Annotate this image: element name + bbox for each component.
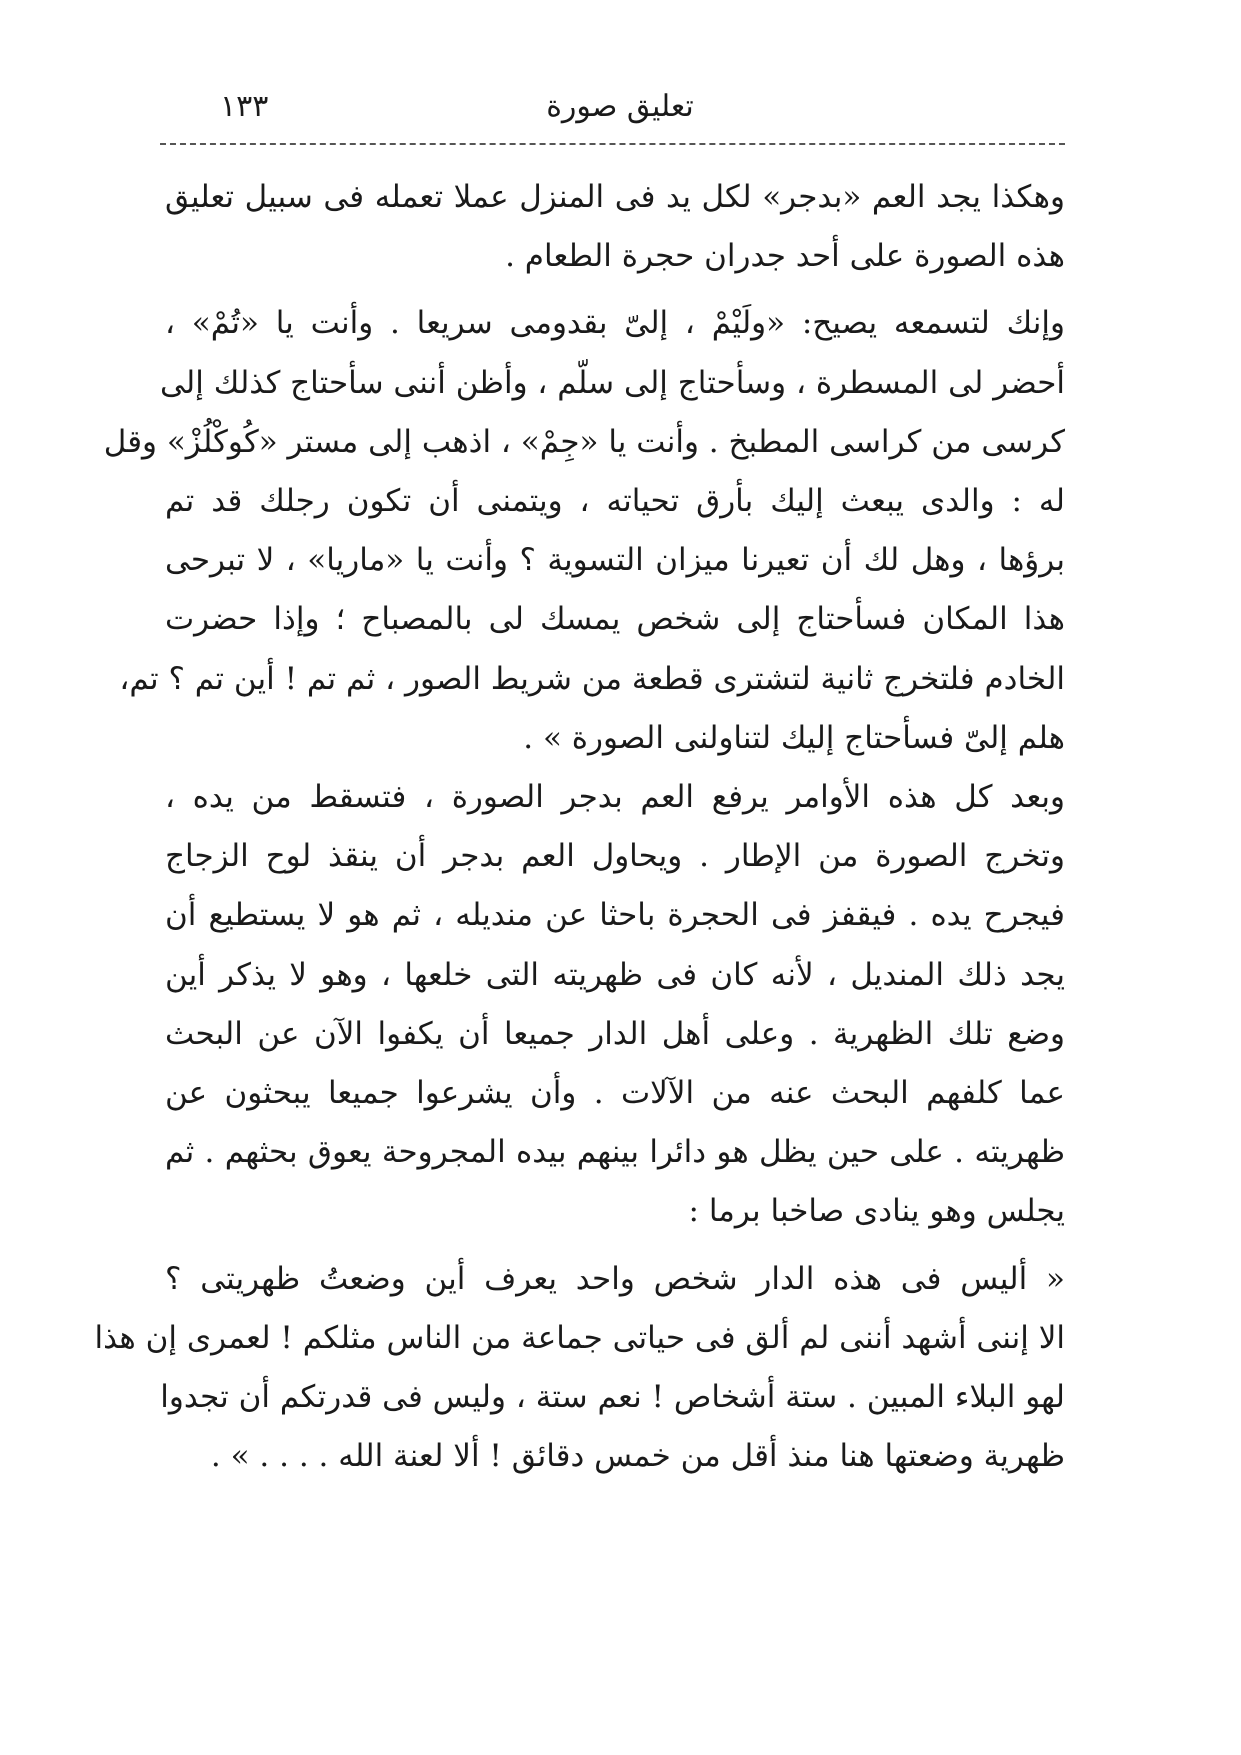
text-line: وبعد كل هذه الأوامر يرفع العم بدجر الصورة ، فتسقط من يده ، [165,779,1065,816]
text-line: عما كلفهم البحث عنه من الآلات . وأن يشرعوا جميعا يبحثون عن [165,1075,1065,1112]
paragraph-4 [94,1250,1065,1487]
body-text [94,168,1065,1486]
text-line: ظهريته . على حين يظل هو دائرا بينهم بيده المجروحة يعوق بحثهم . ثم [165,1134,1065,1171]
text-line: ظهرية وضعتها هنا منذ أقل من خمس دقائق ! ألا لعنة الله . . . . » . [210,1438,1065,1475]
paragraph-2 [103,294,1065,768]
text-line: برؤها ، وهل لك أن تعيرنا ميزان التسوية ؟ وأنت يا «ماريا» ، لا تبرحى [165,542,1065,579]
text-line: وهكذا يجد العم «بدجر» لكل يد فى المنزل عملا تعمله فى سبيل تعليق [165,179,1065,215]
text-line: لهو البلاء المبين . ستة أشخاص ! نعم ستة ، وليس فى قدرتكم أن تجدوا [160,1379,1065,1416]
page-number: ١٣٣ [220,89,269,124]
text-line: فيجرح يده . فيقفز فى الحجرة باحثا عن منديله ، ثم هو لا يستطيع أن [165,897,1065,934]
text-line: الا إننى أشهد أننى لم ألق فى حياتى جماعة من الناس مثلكم ! لعمرى إن هذا [94,1319,1065,1356]
running-title: تعليق صورة [546,89,694,124]
text-line: له : والدى يبعث إليك بأرق تحياته ، ويتمنى أن تكون رجلك قد تم [165,483,1065,520]
page-header [180,82,1060,132]
paragraph-1 [165,168,1065,286]
text-line: وضع تلك الظهرية . وعلى أهل الدار جميعا أن يكفوا الآن عن البحث [165,1015,1065,1052]
text-line: يجد ذلك المنديل ، لأنه كان فى ظهريته التى خلعها ، وهو لا يذكر أين [165,956,1065,993]
text-line: هذه الصورة على أحد جدران حجرة الطعام . [505,238,1065,275]
text-line: الخادم فلتخرج ثانية لتشترى قطعة من شريط الصور ، ثم تم ! أين تم ؟ تم، [119,660,1065,697]
text-line: هذا المكان فسأحتاج إلى شخص يمسك لى بالمصباح ؛ وإذا حضرت [165,601,1065,638]
text-line: يجلس وهو ينادى صاخبا برما : [688,1193,1065,1230]
paragraph-3 [165,768,1065,1242]
text-line: وإنك لتسمعه يصيح: «ولَيْمْ ، إلىّ بقدومى سريعا . وأنت يا «تُمْ» ، [165,305,1065,342]
text-line: كرسى من كراسى المطبخ . وأنت يا «جِمْ» ، اذهب إلى مستر «كُوكْلُزْ» وقل [103,423,1065,460]
text-line: أحضر لى المسطرة ، وسأحتاج إلى سلّم ، وأظن أننى سأحتاج كذلك إلى [159,364,1065,401]
header-rule [160,143,1065,145]
text-line: « أليس فى هذه الدار شخص واحد يعرف أين وضعتُ ظهريتى ؟ [165,1260,1065,1297]
text-line: وتخرج الصورة من الإطار . ويحاول العم بدجر أن ينقذ لوح الزجاج [165,838,1065,875]
text-line: هلم إلىّ فسأحتاج إليك لتناولنى الصورة » . [523,719,1065,756]
